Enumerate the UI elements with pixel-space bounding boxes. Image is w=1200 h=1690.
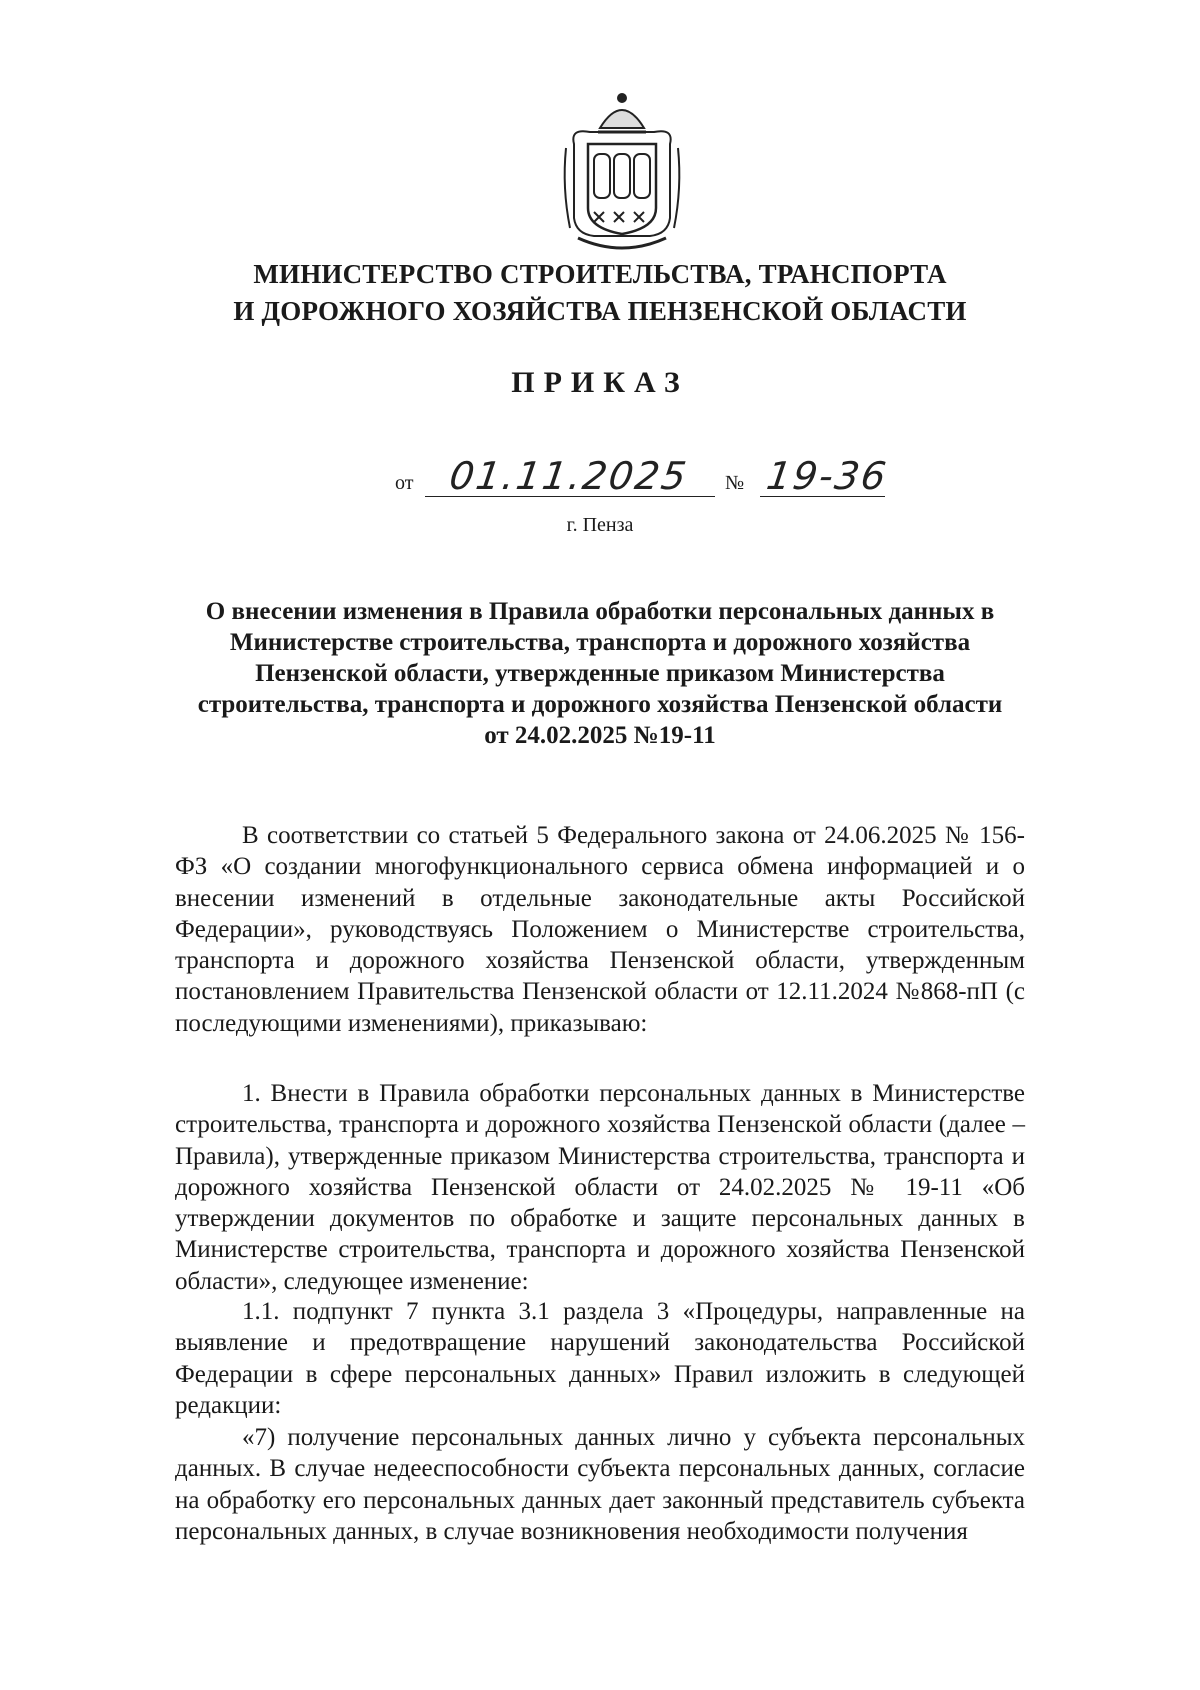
item-1-1-paragraph: 1.1. подпункт 7 пункта 3.1 раздела 3 «Процедуры, направленные на выявление и предотвращение нарушений законодательства Российской Федерации в сфере персональных данных» Правил изложить в следующей редакции: [175,1298,1025,1419]
subject-line-4: строительства, транспорта и дорожного хозяйства Пензенской области [197,691,1003,718]
quoted-text-paragraph: «7) получение персональных данных лично у субъекта персональных данных. В случае недееспособности субъекта персональных данных, согласие на обработку его персональных данных дает законный представитель субъекта персональных данных, в случае возникновения необходимости получения [175,1424,1025,1545]
dateline [395,454,895,500]
subject-line-1: О внесении изменения в Правила обработки персональных данных в [205,598,995,625]
subject-line-5: от 24.02.2025 №19-11 [484,722,716,749]
ministry-line-2: И ДОРОЖНОГО ХОЗЯЙСТВА ПЕНЗЕНСКОЙ ОБЛАСТИ [233,296,967,326]
ministry-name [150,256,1050,330]
order-subject [175,596,1025,751]
order-number: 19-36 [763,454,891,498]
from-label: от [395,472,414,494]
document-type: ПРИКАЗ [511,366,689,399]
subject-line-2: Министерстве строительства, транспорта и дорожного хозяйства [229,629,971,656]
ministry-line-1: МИНИСТЕРСТВО СТРОИТЕЛЬСТВА, ТРАНСПОРТА [253,259,947,289]
item-1-paragraph: 1. Внести в Правила обработки персональных данных в Министерстве строительства, транспорта и дорожного хозяйства Пензенской области (далее – Правила), утвержденные приказом Министерства строительства, транспорта и дорожного хозяйства Пензенской области от 24.02.2025 № 19-11 «Об утверждении документов по обработке и защите персональных данных в Министерстве строительства, транспорта и дорожного хозяйства Пензенской области», следующее изменение: [175,1080,1025,1295]
subject-line-3: Пензенской области, утвержденные приказом Министерства [255,660,945,687]
order-date: 01.11.2025 [446,454,691,498]
city: г. Пенза [566,514,634,536]
number-label: № [725,472,745,494]
preamble-paragraph: В соответствии со статьей 5 Федерального закона от 24.06.2025 № 156-ФЗ «О создании многофункционального сервиса обмена информацией и о внесении изменений в отдельные законодательные акты Российской Федерации», руководствуясь Положением о Министерстве строительства, транспорта и дорожного хозяйства Пензенской области, утвержденным постановлением Правительства Пензенской области от 12.11.2024 №868-пП (с последующими изменениями), приказываю: [175,822,1025,1037]
penza-coat-of-arms-icon [560,88,684,252]
